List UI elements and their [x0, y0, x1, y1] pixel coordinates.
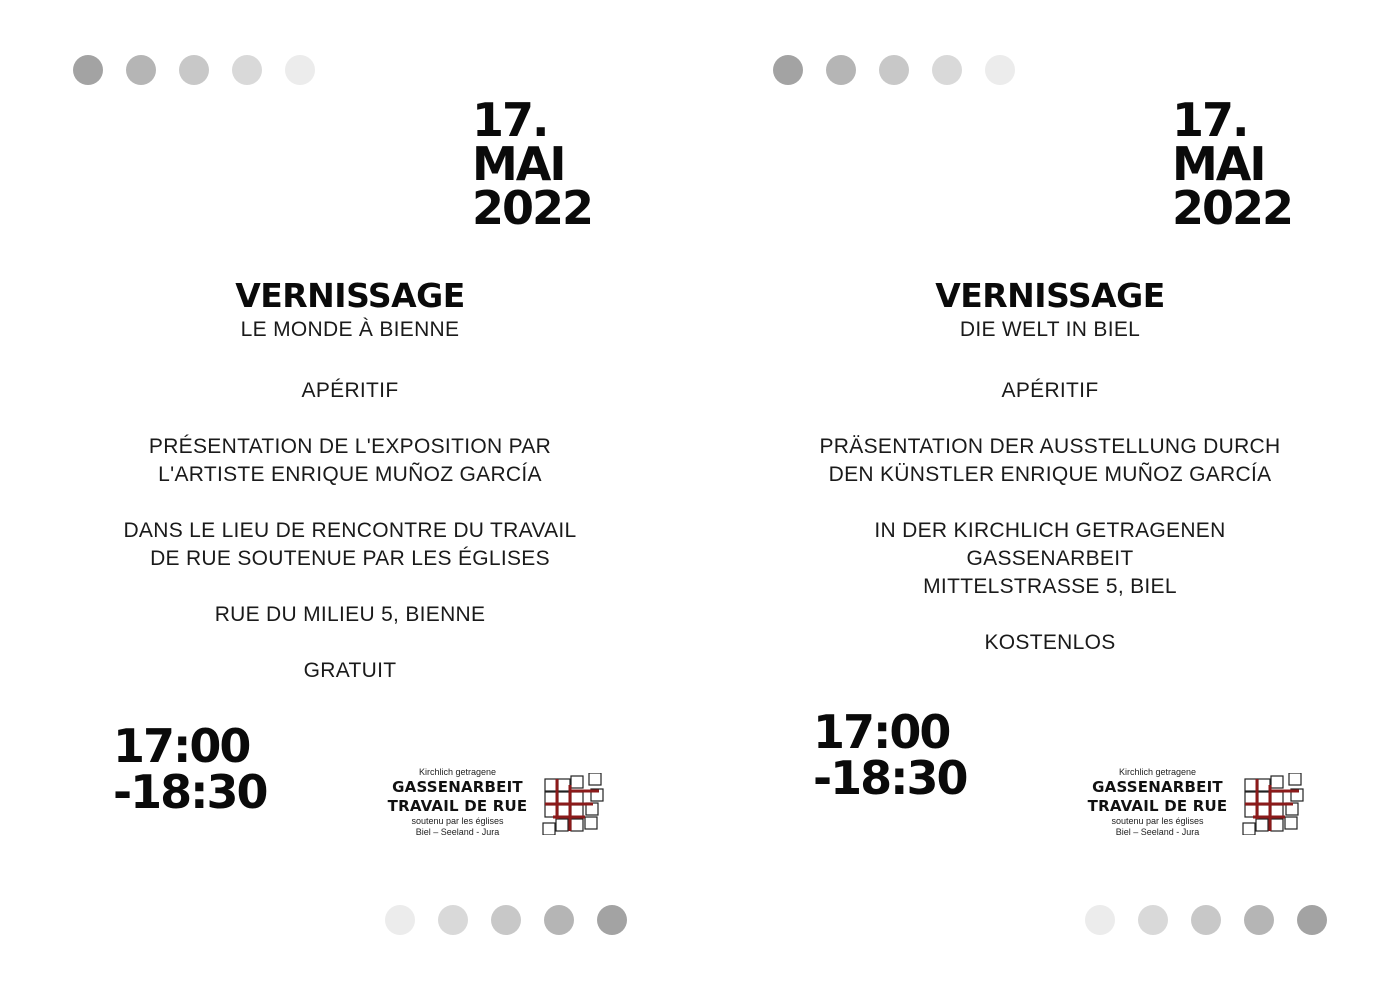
info-line: RUE DU MILIEU 5, BIENNE — [214, 603, 486, 626]
dot — [1297, 905, 1327, 935]
logo-line2: TRAVAIL DE RUE — [1087, 797, 1228, 815]
date-day: 17. — [1172, 93, 1248, 147]
event-date — [472, 93, 593, 235]
event-title: VERNISSAGE — [235, 276, 465, 315]
dot — [126, 55, 156, 85]
time-start: 17:00 — [813, 705, 950, 759]
decorative-dots-bottom — [1085, 905, 1327, 935]
event-time — [813, 705, 967, 805]
dot — [985, 55, 1015, 85]
dot — [1085, 905, 1115, 935]
event-title: VERNISSAGE — [935, 276, 1165, 315]
info-line: KOSTENLOS — [984, 631, 1116, 654]
dot — [1244, 905, 1274, 935]
logo-text — [1085, 767, 1230, 838]
event-time — [113, 719, 267, 819]
info-line: IN DER KIRCHLICH GETRAGENEN GASSENARBEIT MITTELSTRASSE 5, BIEL — [874, 519, 1226, 598]
logo-top-line: Kirchlich getragene — [1118, 767, 1197, 777]
flyer-german — [700, 0, 1400, 990]
event-subtitle: DIE WELT IN BIEL — [959, 318, 1141, 341]
date-month: MAI — [1172, 137, 1265, 191]
dot — [232, 55, 262, 85]
decorative-dots-bottom — [385, 905, 627, 935]
info-line: APÉRITIF — [1001, 379, 1099, 402]
organization-logo — [1085, 767, 1310, 839]
organization-logo — [385, 767, 610, 839]
logo-line1: GASSENARBEIT — [1092, 778, 1223, 796]
event-info — [0, 377, 700, 713]
logo-top-line: Kirchlich getragene — [418, 767, 497, 777]
logo-line4: Biel – Seeland - Jura — [1115, 827, 1200, 837]
time-end: -18:30 — [113, 765, 267, 819]
info-line: PRÉSENTATION DE L'EXPOSITION PAR L'ARTISTE ENRIQUE MUÑOZ GARCÍA — [148, 435, 552, 486]
event-info — [700, 377, 1400, 685]
event-date — [1172, 93, 1293, 235]
dot — [932, 55, 962, 85]
info-line: PRÄSENTATION DER AUSSTELLUNG DURCH DEN KÜNSTLER ENRIQUE MUÑOZ GARCÍA — [819, 435, 1281, 486]
dot — [1138, 905, 1168, 935]
date-year: 2022 — [1172, 181, 1293, 235]
date-day: 17. — [472, 93, 548, 147]
dot — [179, 55, 209, 85]
date-month: MAI — [472, 137, 565, 191]
logo-line3: soutenu par les églises — [411, 816, 504, 826]
time-start: 17:00 — [113, 719, 250, 773]
decorative-dots-top — [773, 55, 1015, 85]
grid-logo-icon — [541, 773, 607, 835]
logo-line4: Biel – Seeland - Jura — [415, 827, 500, 837]
dot — [285, 55, 315, 85]
info-line: GRATUIT — [303, 659, 397, 682]
dot — [773, 55, 803, 85]
dot — [385, 905, 415, 935]
logo-line3: soutenu par les églises — [1111, 816, 1204, 826]
logo-line1: GASSENARBEIT — [392, 778, 523, 796]
event-subtitle: LE MONDE À BIENNE — [240, 318, 460, 341]
info-line: DANS LE LIEU DE RENCONTRE DU TRAVAIL DE RUE SOUTENUE PAR LES ÉGLISES — [123, 519, 577, 570]
logo-text — [385, 767, 530, 838]
dot — [826, 55, 856, 85]
date-year: 2022 — [472, 181, 593, 235]
dot — [544, 905, 574, 935]
info-line: APÉRITIF — [301, 379, 399, 402]
logo-line2: TRAVAIL DE RUE — [387, 797, 528, 815]
dot — [73, 55, 103, 85]
decorative-dots-top — [73, 55, 315, 85]
dot — [491, 905, 521, 935]
dot — [438, 905, 468, 935]
dot — [597, 905, 627, 935]
time-end: -18:30 — [813, 751, 967, 805]
dot — [1191, 905, 1221, 935]
dot — [879, 55, 909, 85]
grid-logo-icon — [1241, 773, 1307, 835]
